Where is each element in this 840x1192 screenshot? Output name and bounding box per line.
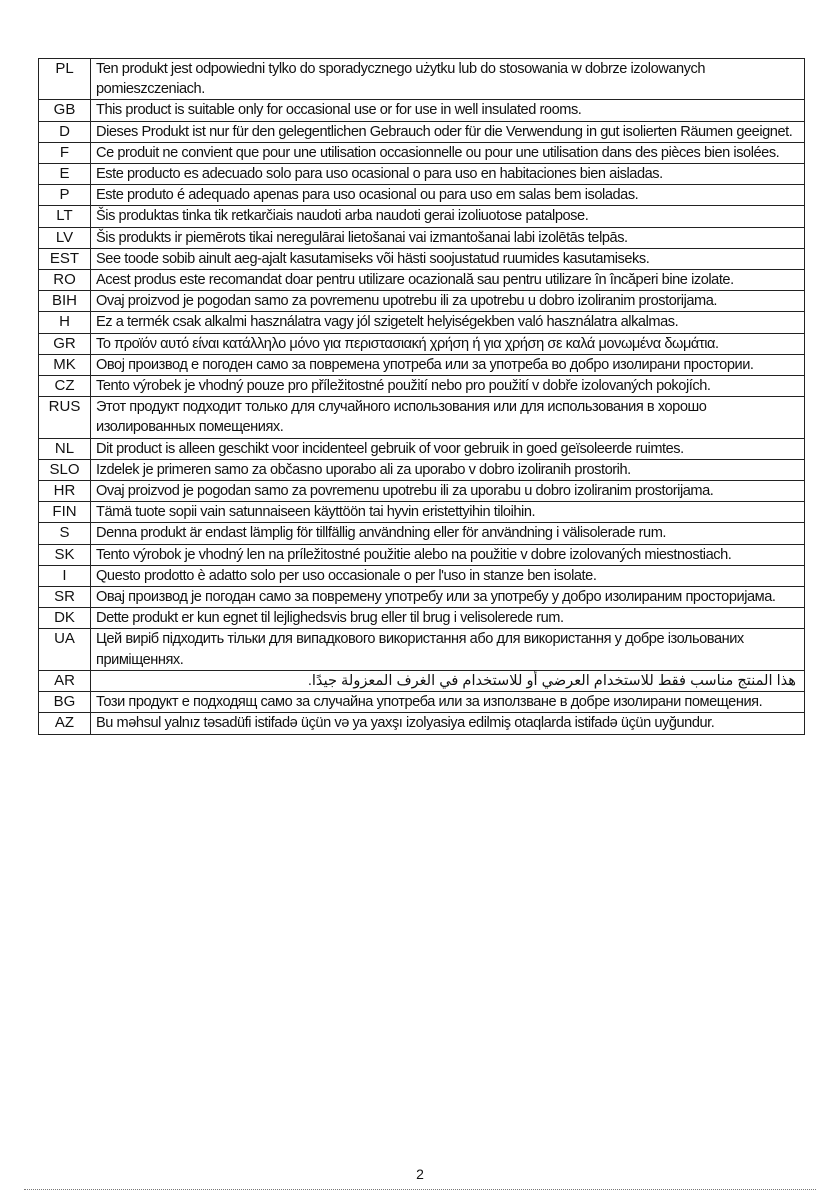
language-code: DK bbox=[39, 608, 91, 629]
table-row bbox=[39, 270, 805, 291]
language-code: F bbox=[39, 142, 91, 163]
language-code: HR bbox=[39, 481, 91, 502]
notice-text: Ovaj proizvod je pogodan samo za povremenu upotrebu ili za uporabu u dobro izoliranim prostorijama. bbox=[91, 481, 805, 502]
notice-text: Този продукт е подходящ само за случайна употреба или за използване в добре изолирани помещения. bbox=[91, 692, 805, 713]
table-row bbox=[39, 692, 805, 713]
table-row bbox=[39, 354, 805, 375]
notice-text: Este producto es adecuado solo para uso ocasional o para uso en habitaciones bien aisladas. bbox=[91, 164, 805, 185]
language-code: P bbox=[39, 185, 91, 206]
language-code: RUS bbox=[39, 397, 91, 438]
language-code: BG bbox=[39, 692, 91, 713]
table-row bbox=[39, 438, 805, 459]
table-row bbox=[39, 608, 805, 629]
language-code: SK bbox=[39, 544, 91, 565]
language-code: S bbox=[39, 523, 91, 544]
language-code: SLO bbox=[39, 459, 91, 480]
table-row bbox=[39, 291, 805, 312]
notice-text: Ovaj proizvod je pogodan samo za povremenu upotrebu ili za upotrebu u dobro izoliranim prostorijama. bbox=[91, 291, 805, 312]
table-row bbox=[39, 121, 805, 142]
table-row bbox=[39, 629, 805, 670]
notice-text: Šis produktas tinka tik retkarčiais naudoti arba naudoti gerai izoliuotose patalpose. bbox=[91, 206, 805, 227]
notice-text: Dit product is alleen geschikt voor incidenteel gebruik of voor gebruik in goed geïsoleerde ruimtes. bbox=[91, 438, 805, 459]
language-code: NL bbox=[39, 438, 91, 459]
table-row bbox=[39, 376, 805, 397]
notice-text: هذا المنتج مناسب فقط للاستخدام العرضي أو للاستخدام في الغرف المعزولة جيدًا. bbox=[91, 670, 805, 691]
notice-text: Ez a termék csak alkalmi használatra vagy jól szigetelt helyiségekben való használatra alkalmas. bbox=[91, 312, 805, 333]
language-code: LV bbox=[39, 227, 91, 248]
language-code: CZ bbox=[39, 376, 91, 397]
language-code: I bbox=[39, 565, 91, 586]
language-code: RO bbox=[39, 270, 91, 291]
language-code: BIH bbox=[39, 291, 91, 312]
table-row bbox=[39, 670, 805, 691]
notice-text: Šis produkts ir piemērots tikai neregulārai lietošanai vai izmantošanai labi izolētās telpās. bbox=[91, 227, 805, 248]
notice-text: Tämä tuote sopii vain satunnaiseen käyttöön tai hyvin eristettyihin tiloihin. bbox=[91, 502, 805, 523]
table-row bbox=[39, 248, 805, 269]
notice-text: See toode sobib ainult aeg-ajalt kasutamiseks või hästi soojustatud ruumides kasutamiseks. bbox=[91, 248, 805, 269]
table-row bbox=[39, 164, 805, 185]
notice-text: Цей виріб підходить тільки для випадкового використання або для використання у добре ізольованих приміщеннях. bbox=[91, 629, 805, 670]
table-row bbox=[39, 523, 805, 544]
table-row bbox=[39, 587, 805, 608]
table-row bbox=[39, 185, 805, 206]
table-body bbox=[39, 59, 805, 735]
table-row bbox=[39, 312, 805, 333]
notice-text: Questo prodotto è adatto solo per uso occasionale o per l'uso in stanze ben isolate. bbox=[91, 565, 805, 586]
table-row bbox=[39, 397, 805, 438]
table-row bbox=[39, 206, 805, 227]
language-code: D bbox=[39, 121, 91, 142]
notice-text: Dieses Produkt ist nur für den gelegentlichen Gebrauch oder für die Verwendung in gut isolierten Räumen geeignet. bbox=[91, 121, 805, 142]
language-code: GR bbox=[39, 333, 91, 354]
language-code: GB bbox=[39, 100, 91, 121]
table-row bbox=[39, 142, 805, 163]
notice-text: Tento výrobek je vhodný pouze pro příležitostné použití nebo pro použití v dobře izolovaných pokojích. bbox=[91, 376, 805, 397]
table-row bbox=[39, 502, 805, 523]
table-row bbox=[39, 333, 805, 354]
notice-text: Ce produit ne convient que pour une utilisation occasionnelle ou pour une utilisation dans des pièces bien isolées. bbox=[91, 142, 805, 163]
language-notice-table bbox=[38, 58, 805, 735]
language-code: H bbox=[39, 312, 91, 333]
table-row bbox=[39, 100, 805, 121]
notice-text: Izdelek je primeren samo za občasno uporabo ali za uporabo v dobro izoliranih prostorih. bbox=[91, 459, 805, 480]
notice-text: This product is suitable only for occasional use or for use in well insulated rooms. bbox=[91, 100, 805, 121]
notice-text: Dette produkt er kun egnet til lejlighedsvis brug eller til brug i velisolerede rum. bbox=[91, 608, 805, 629]
notice-text: Овај производ је погодан само за повремену употребу или за употребу у добро изолираним просторијама. bbox=[91, 587, 805, 608]
table-row bbox=[39, 459, 805, 480]
notice-text: Bu məhsul yalnız təsadüfi istifadə üçün və ya yaxşı izolyasiya edilmiş otaqlarda istifadə üçün uyğundur. bbox=[91, 713, 805, 734]
page-number: 2 bbox=[416, 1166, 424, 1182]
notice-text: Denna produkt är endast lämplig för tillfällig användning eller för användning i välisolerade rum. bbox=[91, 523, 805, 544]
table-row bbox=[39, 713, 805, 734]
table-row bbox=[39, 565, 805, 586]
notice-text: Este produto é adequado apenas para uso ocasional ou para uso em salas bem isoladas. bbox=[91, 185, 805, 206]
language-code: SR bbox=[39, 587, 91, 608]
language-code: AZ bbox=[39, 713, 91, 734]
language-code: E bbox=[39, 164, 91, 185]
table-row bbox=[39, 227, 805, 248]
language-code: AR bbox=[39, 670, 91, 691]
language-code: PL bbox=[39, 59, 91, 100]
notice-text: Этот продукт подходит только для случайного использования или для использования в хорошо изолированных помещениях. bbox=[91, 397, 805, 438]
notice-text: Овој производ е погоден само за повремена употреба или за употреба во добро изолирани простории. bbox=[91, 354, 805, 375]
table-row bbox=[39, 481, 805, 502]
language-code: MK bbox=[39, 354, 91, 375]
bottom-divider bbox=[24, 1189, 816, 1190]
notice-text: Το προϊόν αυτό είναι κατάλληλο μόνο για περιστασιακή χρήση ή για χρήση σε καλά μονωμένα δωμάτια. bbox=[91, 333, 805, 354]
language-code: LT bbox=[39, 206, 91, 227]
table-row bbox=[39, 544, 805, 565]
table-row bbox=[39, 59, 805, 100]
notice-text: Ten produkt jest odpowiedni tylko do sporadycznego użytku lub do stosowania w dobrze izolowanych pomieszczeniach. bbox=[91, 59, 805, 100]
language-code: FIN bbox=[39, 502, 91, 523]
language-code: EST bbox=[39, 248, 91, 269]
notice-text: Tento výrobok je vhodný len na príležitostné použitie alebo na použitie v dobre izolovaných miestnostiach. bbox=[91, 544, 805, 565]
notice-text: Acest produs este recomandat doar pentru utilizare ocazională sau pentru utilizare în încăperi bine izolate. bbox=[91, 270, 805, 291]
language-code: UA bbox=[39, 629, 91, 670]
